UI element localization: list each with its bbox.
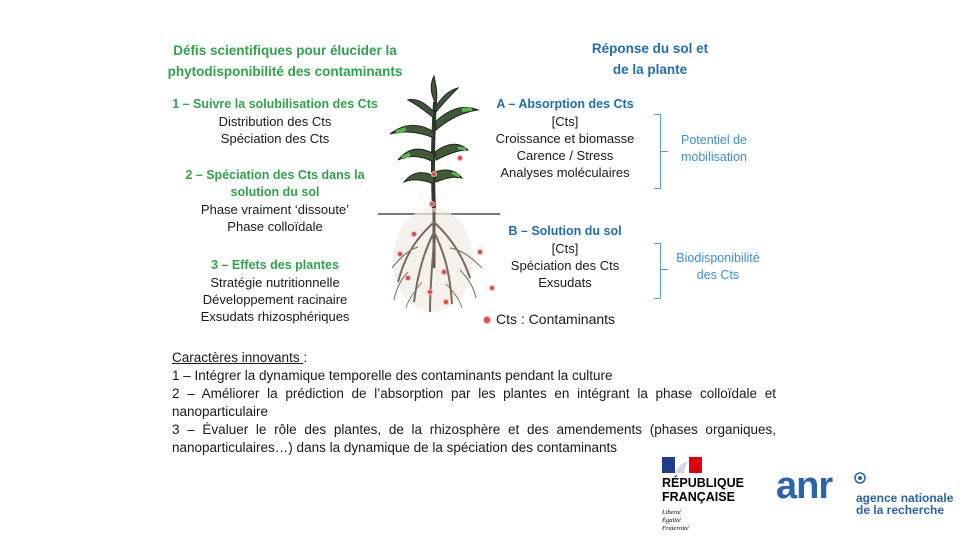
rf-motto-line: Égalité [662,517,681,524]
bracket-b-tick [660,269,668,270]
right-title-line-2: de la plante [612,62,688,77]
challenge-3-title: 3 – Effets des plantes [211,258,339,272]
mobilisation-label [668,132,760,166]
challenge-3-item: Exsudats rhizosphériques [200,309,350,324]
response-b-item: Exsudats [538,275,592,290]
challenge-2 [150,167,400,235]
innovation-item: 3 – Évaluer le rôle des plantes, de la rhizosphère et des amendements (phases organiques, nanoparticulaires…) dans la dynamique de la spéciation des contaminants [172,422,776,455]
challenge-3-item: Développement racinaire [202,292,348,307]
anr-line-1: agence nationale [856,491,954,505]
right-title [560,38,740,80]
rf-line-1: RÉPUBLIQUE [662,476,744,490]
response-a-item: Analyses moléculaires [500,165,630,180]
innovation-item: 1 – Intégrer la dynamique temporelle des contaminants pendant la culture [172,368,613,383]
response-a-item: Croissance et biomasse [495,131,635,146]
anr-logo [776,465,960,520]
innovation-section [172,349,776,457]
response-a-title: A – Absorption des Cts [496,97,634,111]
challenge-3-item: Stratégie nutritionnelle [210,275,340,290]
republique-francaise-logo [662,457,762,537]
mobilisation-label-line: mobilisation [680,150,747,164]
bracket-a-tick [660,151,668,152]
anr-mark: anr [776,465,833,507]
challenge-1 [150,96,400,147]
biodisponibilite-label-line: Biodisponibilité [676,251,760,265]
challenge-2-title-cont: solution du sol [230,185,320,199]
innovation-heading [172,349,776,367]
challenge-1-item: Distribution des Cts [218,114,332,129]
right-title-line-1: Réponse du sol et [591,41,709,56]
response-b-item: Spéciation des Cts [510,258,620,273]
mobilisation-label-line: Potentiel de [680,133,748,147]
anr-line-2: de la recherche [856,503,945,517]
response-a-item: Carence / Stress [516,148,614,163]
innovation-title: Caractères innovants [172,350,304,365]
challenge-2-title: 2 – Spéciation des Cts dans la [185,168,365,182]
response-a [480,96,650,181]
response-b-title: B – Solution du sol [508,224,622,238]
rf-motto-line: Liberté [662,509,681,516]
left-title-line-1: Défis scientifiques pour élucider la [173,43,397,58]
rf-line-2: FRANÇAISE [662,490,735,504]
legend-text: Cts : Contaminants [496,311,616,327]
challenge-1-title: 1 – Suivre la solubilisation des Cts [172,97,378,111]
response-a-item: [Cts] [551,114,579,129]
marianne-flag-icon [662,457,702,473]
biodisponibilite-label [672,250,764,284]
challenge-1-item: Spéciation des Cts [220,131,330,146]
left-title-line-2: phytodisponibilité des contaminants [167,64,403,79]
bracket-b [654,243,661,299]
innovation-item: 2 – Améliorer la prédiction de l’absorption par les plantes en intégrant la phase colloïdale et nanoparticulaire [172,386,776,419]
innovation-title-suffix: : [303,350,308,365]
contaminant-dot-icon [484,317,490,323]
biodisponibilite-label-line: des Cts [696,268,740,282]
response-b-item: [Cts] [551,241,579,256]
challenge-3 [150,257,400,325]
response-b [480,223,650,291]
contaminant-legend [484,310,615,328]
challenge-2-item: Phase colloïdale [227,219,323,234]
anr-registered-icon [854,472,866,484]
rf-motto-line: Fraternité [662,525,689,532]
challenge-2-item: Phase vraiment ‘dissoute’ [200,202,350,217]
